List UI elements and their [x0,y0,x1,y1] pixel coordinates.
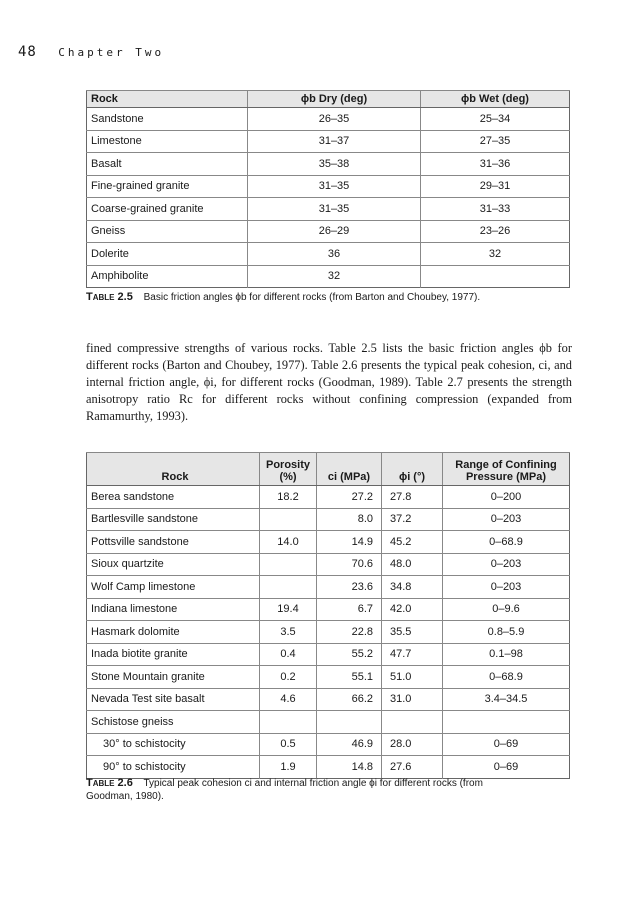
table-row [87,643,570,666]
table-cell: 0–68.9 [443,666,570,689]
table-row [87,553,570,576]
column-header: ϕb Wet (deg) [421,91,570,108]
table-cell: 0–69 [443,733,570,756]
table-row [87,756,570,779]
caption-label: Table 2.5 [86,291,133,303]
table-cell: Gneiss [87,220,248,243]
table-row [87,531,570,554]
table-cell: 29–31 [421,175,570,198]
table-cell [260,711,317,734]
table-cell: 14.8 [317,756,382,779]
table-cell: 0–69 [443,756,570,779]
table-caption [86,777,526,803]
table-cell: Basalt [87,153,248,176]
column-header: ϕi (°) [382,453,443,486]
table-cell: Stone Mountain granite [87,666,260,689]
table-cell: 45.2 [382,531,443,554]
table-cell: Dolerite [87,243,248,266]
table-cell: 35.5 [382,621,443,644]
table-cell [260,576,317,599]
table-cell [443,711,570,734]
table-cell: 0.8–5.9 [443,621,570,644]
table-cell: 55.1 [317,666,382,689]
table-cell: 90° to schistocity [87,756,260,779]
table-row [87,153,570,176]
table-cell [421,265,570,288]
caption-label: Table 2.6 [86,777,133,789]
table-cell: 27.6 [382,756,443,779]
table-row [87,508,570,531]
table-cell: 4.6 [260,688,317,711]
table-cell: Nevada Test site basalt [87,688,260,711]
table-cell: 27.8 [382,486,443,509]
table-cell: 0.4 [260,643,317,666]
table-cell: 23–26 [421,220,570,243]
table-header-row [87,91,570,108]
table-cell: Coarse-grained granite [87,198,248,221]
table-row [87,576,570,599]
table-cell: 66.2 [317,688,382,711]
column-header: Rock [87,453,260,486]
table-cell: Pottsville sandstone [87,531,260,554]
column-header: Range of Confining Pressure (MPa) [443,453,570,486]
table-cell: 1.9 [260,756,317,779]
table-cell: 25–34 [421,108,570,131]
table-cell: Bartlesville sandstone [87,508,260,531]
table-cell: Inada biotite granite [87,643,260,666]
cohesion-table [86,452,570,779]
table-cell: 30° to schistocity [87,733,260,756]
table-cell: 23.6 [317,576,382,599]
table-cell [260,508,317,531]
table-cell: 48.0 [382,553,443,576]
table-cell: 47.7 [382,643,443,666]
table-cell: 31–35 [248,175,421,198]
table-cell: 31–33 [421,198,570,221]
table-cell: 0–203 [443,508,570,531]
table-row [87,666,570,689]
column-header: ci (MPa) [317,453,382,486]
table-cell: 0–203 [443,576,570,599]
table-cell: 0.5 [260,733,317,756]
table-cell: 37.2 [382,508,443,531]
column-header: Porosity (%) [260,453,317,486]
table-caption [86,291,480,304]
table-cell: 42.0 [382,598,443,621]
table-cell: 32 [248,265,421,288]
table-cell: Fine-grained granite [87,175,248,198]
table-row [87,175,570,198]
table-row [87,598,570,621]
table-cell: 70.6 [317,553,382,576]
table-row [87,108,570,131]
table-cell: 28.0 [382,733,443,756]
table-cell: 31–35 [248,198,421,221]
table-cell: 27.2 [317,486,382,509]
table-cell: 55.2 [317,643,382,666]
table-row [87,733,570,756]
page-header [18,44,164,60]
table-cell: 34.8 [382,576,443,599]
table-cell: 26–29 [248,220,421,243]
table-cell: 0–200 [443,486,570,509]
table-row [87,243,570,266]
caption-text: Typical peak cohesion ci and internal friction angle ϕi for different rocks (from Goodman, 1980). [86,778,483,802]
table-row [87,198,570,221]
table-cell: 46.9 [317,733,382,756]
table-cell: Limestone [87,130,248,153]
table-cell: 0.2 [260,666,317,689]
table-cell: 27–35 [421,130,570,153]
chapter-title: Chapter Two [58,46,165,59]
table-cell: 35–38 [248,153,421,176]
table-cell: Schistose gneiss [87,711,260,734]
table-cell: 32 [421,243,570,266]
table-cell: 0.1–98 [443,643,570,666]
table-cell [260,553,317,576]
page-number: 48 [18,44,37,60]
table-cell: 18.2 [260,486,317,509]
table-header-row [87,453,570,486]
table-cell: 3.5 [260,621,317,644]
caption-text: Basic friction angles ϕb for different rocks (from Barton and Choubey, 1977). [143,292,481,303]
table-cell: 3.4–34.5 [443,688,570,711]
table-cell [317,711,382,734]
table-cell: Sioux quartzite [87,553,260,576]
column-header: ϕb Dry (deg) [248,91,421,108]
table-cell: 0–203 [443,553,570,576]
table-cell: Wolf Camp limestone [87,576,260,599]
table-cell [382,711,443,734]
table-row [87,486,570,509]
table-cell: 14.0 [260,531,317,554]
column-header: Rock [87,91,248,108]
table-row [87,688,570,711]
table-row [87,130,570,153]
table-cell: 8.0 [317,508,382,531]
table-cell: 31–37 [248,130,421,153]
table-cell: Indiana limestone [87,598,260,621]
table-cell: 6.7 [317,598,382,621]
table-cell: 31–36 [421,153,570,176]
table-row [87,621,570,644]
table-cell: 36 [248,243,421,266]
friction-angle-table [86,90,570,288]
table-cell: 14.9 [317,531,382,554]
table-cell: 0–9.6 [443,598,570,621]
table-cell: 0–68.9 [443,531,570,554]
table-cell: 26–35 [248,108,421,131]
table-cell: 31.0 [382,688,443,711]
table-cell: Hasmark dolomite [87,621,260,644]
table-row [87,220,570,243]
table-row [87,265,570,288]
table-cell: 19.4 [260,598,317,621]
body-paragraph: fined compressive strengths of various rocks. Table 2.5 lists the basic friction angles ϕb for different rocks (Barton and Choubey, 1977). Table 2.6 presents the typical peak cohesion, ci, and internal friction angle, ϕi, for different rocks (Goodman, 1989). Table 2.7 presents the strength anisotropy ratio Rc for different rocks without confining compression (expanded from Ramamurthy, 1993). [86,341,572,423]
table-cell: Berea sandstone [87,486,260,509]
table-cell: 22.8 [317,621,382,644]
table-cell: 51.0 [382,666,443,689]
table-cell: Sandstone [87,108,248,131]
table-cell: Amphibolite [87,265,248,288]
table-row [87,711,570,734]
